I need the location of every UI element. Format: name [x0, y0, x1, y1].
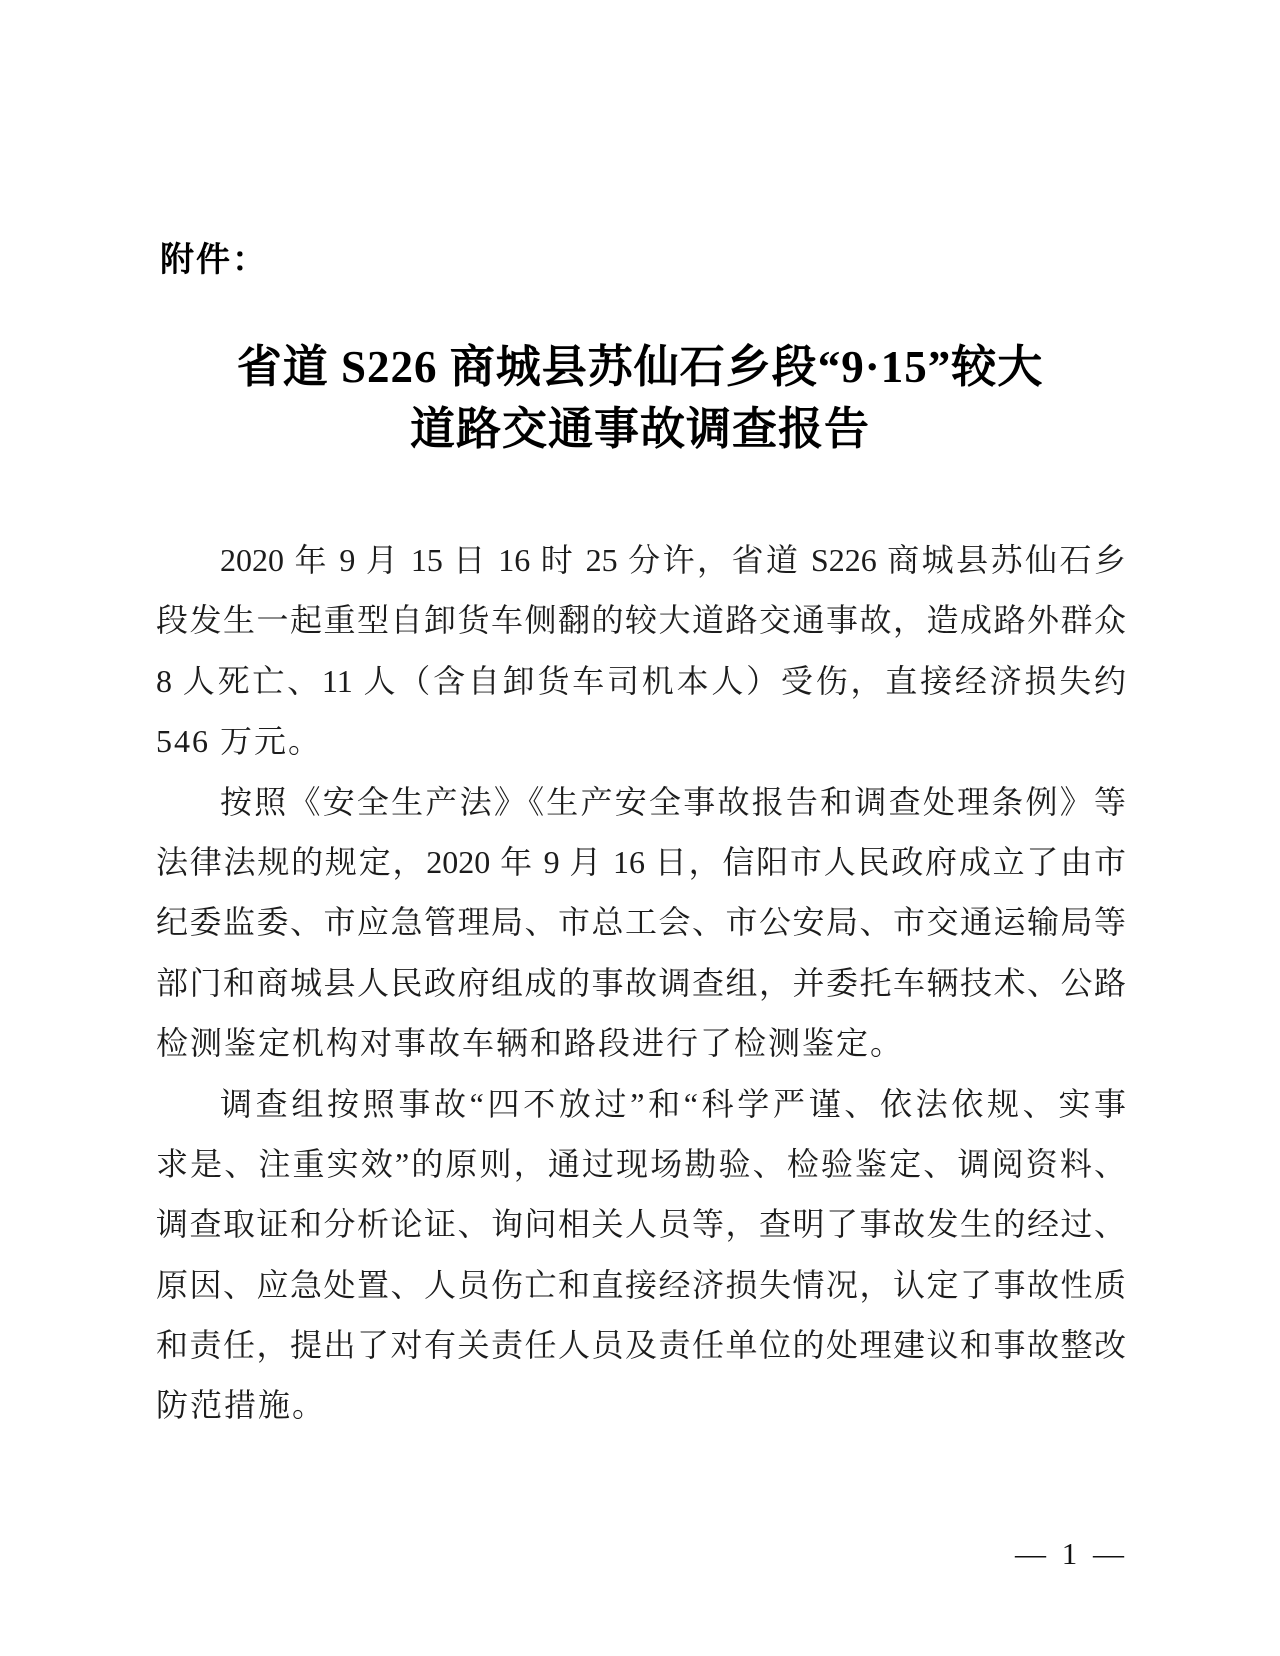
body-line: 原因、应急处置、人员伤亡和直接经济损失情况，认定了事故性质 — [156, 1266, 1126, 1303]
report-title — [0, 336, 1280, 460]
body-line: 部门和商城县人民政府组成的事故调查组，并委托车辆技术、公路 — [156, 964, 1126, 1001]
body-line: 纪委监委、市应急管理局、市总工会、市公安局、市交通运输局等 — [156, 904, 1126, 941]
body-line: 求是、注重实效”的原则，通过现场勘验、检验鉴定、调阅资料、 — [156, 1145, 1126, 1182]
body-line: 调查组按照事故“四不放过”和“科学严谨、依法依规、实事 — [220, 1085, 1126, 1122]
body-line: 调查取证和分析论证、询问相关人员等，查明了事故发生的经过、 — [156, 1206, 1126, 1243]
body-line: 546 万元。 — [156, 723, 323, 760]
body-line: 8 人死亡、11 人（含自卸货车司机本人）受伤，直接经济损失约 — [156, 662, 1126, 699]
body-line: 按照《安全生产法》《生产安全事故报告和调查处理条例》等 — [220, 783, 1126, 820]
body-line: 防范措施。 — [156, 1387, 327, 1424]
report-title-line2: 道路交通事故调查报告 — [409, 404, 870, 454]
body-line: 法律法规的规定，2020 年 9 月 16 日，信阳市人民政府成立了由市 — [156, 843, 1126, 880]
body-line: 段发生一起重型自卸货车侧翻的较大道路交通事故，造成路外群众 — [156, 602, 1126, 639]
body-line: 检测鉴定机构对事故车辆和路段进行了检测鉴定。 — [156, 1025, 905, 1062]
report-body — [156, 530, 1126, 1436]
body-line: 和责任，提出了对有关责任人员及责任单位的处理建议和事故整改 — [156, 1327, 1126, 1364]
attachment-label: 附件： — [160, 242, 268, 279]
report-title-line1: 省道 S226 商城县苏仙石乡段“9·15”较大 — [236, 342, 1044, 392]
page-number: — 1 — — [1015, 1536, 1128, 1571]
body-line: 2020 年 9 月 15 日 16 时 25 分许，省道 S226 商城县苏仙石乡 — [220, 542, 1126, 578]
